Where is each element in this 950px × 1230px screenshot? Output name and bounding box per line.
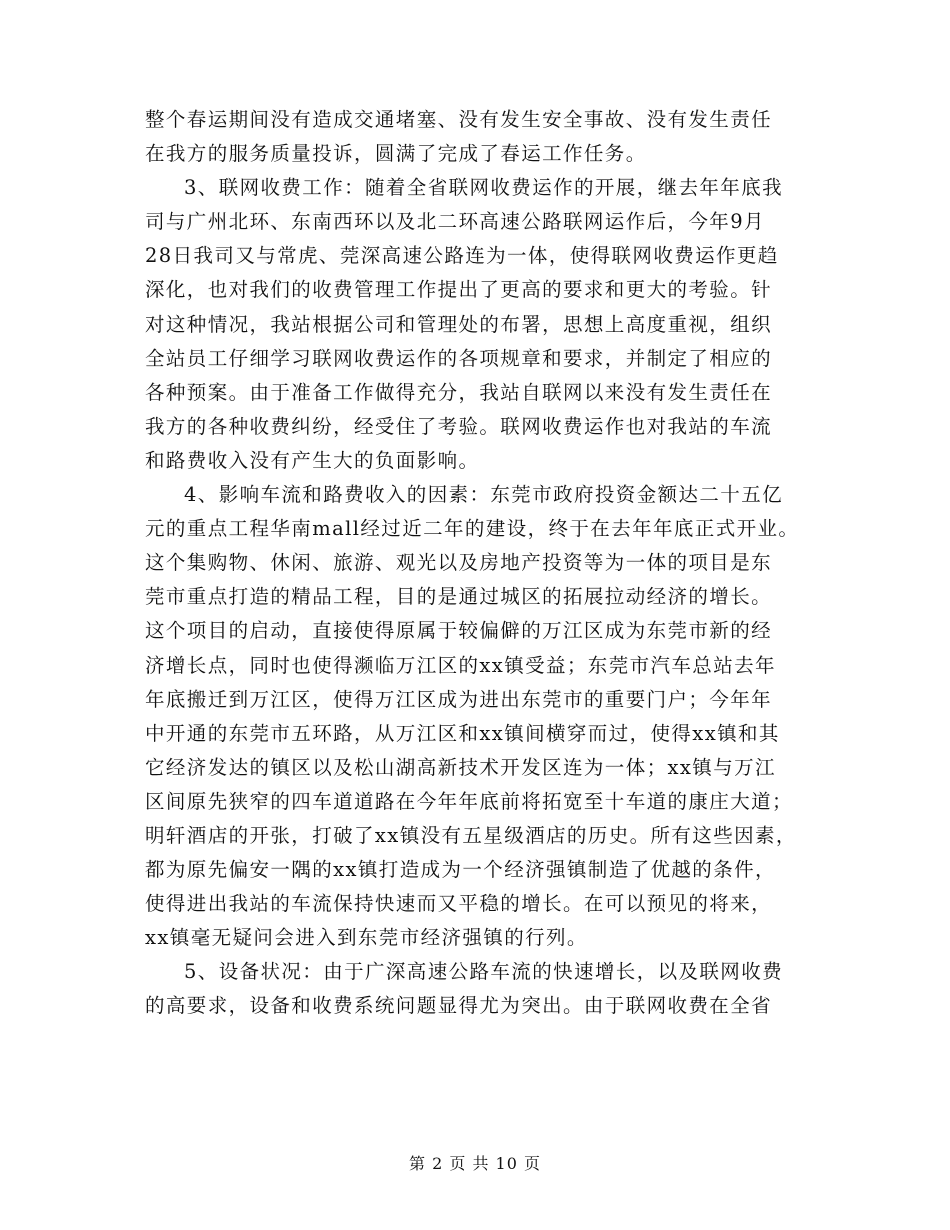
- text-line: 年底搬迁到万江区，使得万江区成为进出东莞市的重要门户；今年年: [145, 687, 773, 711]
- text-line: 4、影响车流和路费收入的因素：东莞市政府投资金额达二十五亿: [184, 483, 784, 507]
- text-line: 我方的各种收费纠纷，经受住了考验。联网收费运作也对我站的车流: [145, 414, 773, 438]
- text-line: 各种预案。由于准备工作做得充分，我站自联网以来没有发生责任在: [145, 380, 773, 404]
- text-line: 和路费收入没有产生大的负面影响。: [145, 448, 480, 472]
- text-line: 全站员工仔细学习联网收费运作的各项规章和要求，并制定了相应的: [145, 346, 773, 370]
- text-line: 28日我司又与常虎、莞深高速公路连为一体，使得联网收费运作更趋: [145, 244, 779, 268]
- text-line: 济增长点，同时也使得濒临万江区的xx镇受益；东莞市汽车总站去年: [145, 653, 776, 677]
- text-line: 在我方的服务质量投诉，圆满了完成了春运工作任务。: [145, 142, 647, 166]
- text-line: 中开通的东莞市五环路，从万江区和xx镇间横穿而过，使得xx镇和其: [145, 721, 780, 745]
- text-line: 3、联网收费工作：随着全省联网收费运作的开展，继去年年底我: [184, 176, 784, 200]
- text-line: 元的重点工程华南mall经过近二年的建设，终于在去年年底正式开业。: [145, 517, 800, 541]
- text-line: xx镇毫无疑问会进入到东莞市经济强镇的行列。: [145, 926, 588, 950]
- text-line: 区间原先狭窄的四车道道路在今年年底前将拓宽至十车道的康庄大道；: [145, 789, 793, 813]
- text-line: 的高要求，设备和收费系统问题显得尤为突出。由于联网收费在全省: [145, 994, 773, 1018]
- text-line: 司与广州北环、东南西环以及北二环高速公路联网运作后，今年9月: [145, 210, 765, 234]
- text-line: 整个春运期间没有造成交通堵塞、没有发生安全事故、没有发生责任: [145, 108, 773, 131]
- text-line: 都为原先偏安一隅的xx镇打造成为一个经济强镇制造了优越的条件，: [145, 858, 776, 882]
- text-line: 它经济发达的镇区以及松山湖高新技术开发区连为一体；xx镇与万江: [145, 755, 776, 779]
- body-text: [145, 103, 815, 1024]
- page-footer: 第 2 页 共 10 页: [409, 1154, 541, 1173]
- text-line: 这个集购物、休闲、旅游、观光以及房地产投资等为一体的项目是东: [145, 551, 773, 575]
- text-line: 使得进出我站的车流保持快速而又平稳的增长。在可以预见的将来，: [145, 892, 773, 916]
- text-line: 深化，也对我们的收费管理工作提出了更高的要求和更大的考验。针: [145, 278, 773, 302]
- text-line: 莞市重点打造的精品工程，目的是通过城区的拓展拉动经济的增长。: [145, 585, 773, 609]
- text-line: 5、设备状况：由于广深高速公路车流的快速增长，以及联网收费: [184, 960, 784, 984]
- text-line: 对这种情况，我站根据公司和管理处的布署，思想上高度重视，组织: [145, 312, 773, 336]
- text-line: 明轩酒店的开张，打破了xx镇没有五星级酒店的历史。所有这些因素，: [145, 823, 797, 847]
- text-line: 这个项目的启动，直接使得原属于较偏僻的万江区成为东莞市新的经: [145, 619, 773, 643]
